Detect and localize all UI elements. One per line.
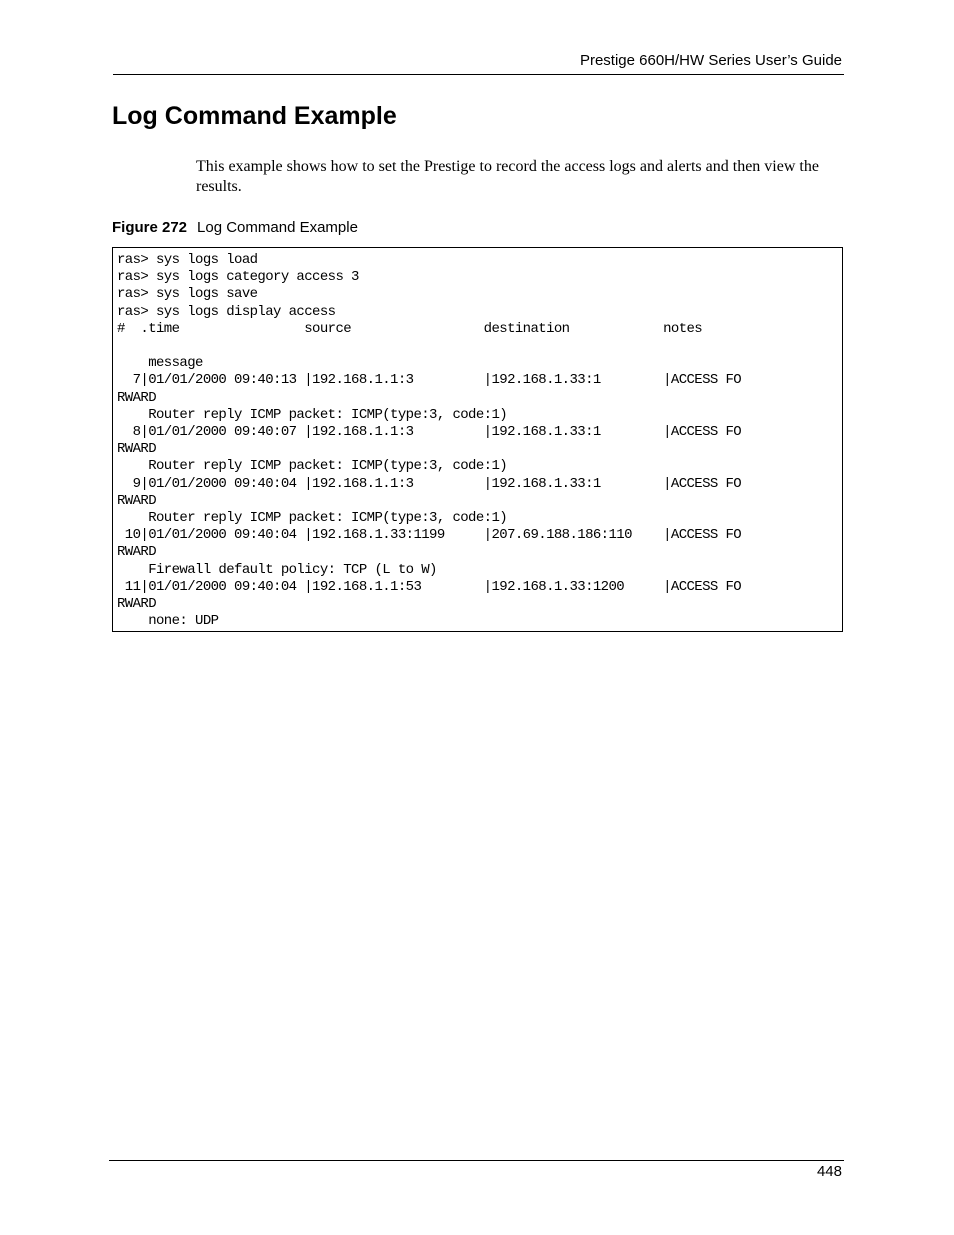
figure-caption [112,219,358,236]
header-guide-title: Prestige 660H/HW Series User’s Guide [579,52,842,69]
code-line: # .time source destination notes [117,320,703,337]
code-line: Firewall default policy: TCP (L to W) [117,561,437,578]
figure-caption-text: Log Command Example [197,219,358,236]
code-line: 9|01/01/2000 09:40:04 |192.168.1.1:3 |192.168.1.33:1 |ACCESS FO [117,475,742,492]
code-example-box [112,247,843,632]
code-line: ras> sys logs load [117,252,258,268]
code-line: ras> sys logs category access 3 [117,269,359,286]
running-header [113,50,844,75]
code-line: Router reply ICMP packet: ICMP(type:3, code:1) [117,406,508,423]
code-line: RWARD [117,596,157,613]
code-line: 11|01/01/2000 09:40:04 |192.168.1.1:53 |192.168.1.33:1200 |ACCESS FO [117,578,742,595]
code-line: 7|01/01/2000 09:40:13 |192.168.1.1:3 |192.168.1.33:1 |ACCESS FO [117,372,742,389]
code-line: RWARD [117,441,157,458]
code-line: Router reply ICMP packet: ICMP(type:3, code:1) [117,458,508,475]
code-listing [117,252,842,630]
section-title: Log Command Example [112,102,397,130]
running-footer [109,1160,844,1180]
figure-label: Figure 272 [112,219,188,236]
intro-paragraph: This example shows how to set the Prestige to record the access logs and alerts and then view the results. [196,158,819,195]
code-line: RWARD [117,544,157,561]
code-line: ras> sys logs save [117,286,258,303]
code-line: RWARD [117,492,157,509]
page-number: 448 [816,1163,842,1180]
code-line: message [117,355,203,372]
code-line: Router reply ICMP packet: ICMP(type:3, code:1) [117,510,508,527]
code-line: ras> sys logs display access [117,303,336,320]
code-line: none: UDP [117,613,219,630]
code-line: 10|01/01/2000 09:40:04 |192.168.1.33:1199 |207.69.188.186:110 |ACCESS FO [117,527,742,544]
code-line: 8|01/01/2000 09:40:07 |192.168.1.1:3 |192.168.1.33:1 |ACCESS FO [117,424,742,441]
code-line: RWARD [117,389,157,406]
